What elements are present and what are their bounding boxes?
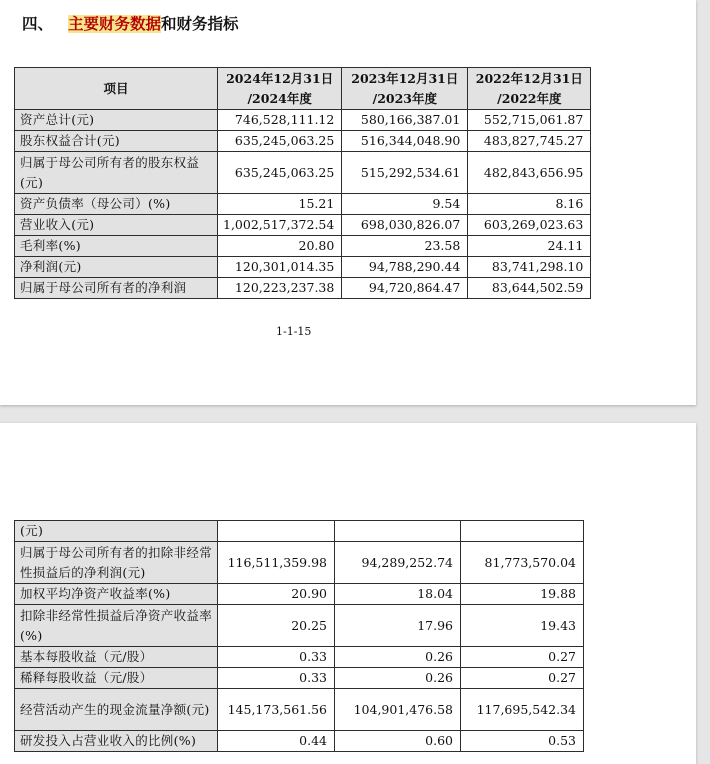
- table-row: [15, 278, 591, 299]
- cell-value: 552,715,061.87: [468, 110, 591, 131]
- row-label: 归属于母公司所有者的股东权益(元): [15, 152, 218, 194]
- cell-value: 0.33: [218, 647, 335, 668]
- header-date: 2023年12月31日: [351, 70, 459, 86]
- cell-value: 635,245,063.25: [218, 131, 342, 152]
- table-row: [15, 521, 584, 542]
- header-period: /2022年度: [497, 90, 562, 106]
- table-row: [15, 215, 591, 236]
- cell-value: 20.25: [218, 605, 335, 647]
- table-row: [15, 584, 584, 605]
- row-label: 归属于母公司所有者的净利润: [15, 278, 218, 299]
- row-label: 资产总计(元): [15, 110, 218, 131]
- cell-value: 83,741,298.10: [468, 257, 591, 278]
- table-row: [15, 194, 591, 215]
- cell-value: 603,269,023.63: [468, 215, 591, 236]
- cell-value: 18.04: [335, 584, 461, 605]
- cell-value: 0.44: [218, 731, 335, 752]
- row-label: 股东权益合计(元): [15, 131, 218, 152]
- financial-data-table: [14, 67, 591, 299]
- financial-indicator-table: [14, 520, 584, 752]
- section-title-highlighted: 主要财务数据: [68, 15, 162, 33]
- row-label: 加权平均净资产收益率(%): [15, 584, 218, 605]
- header-period: /2023年度: [372, 90, 437, 106]
- table-row: [15, 131, 591, 152]
- cell-value: 17.96: [335, 605, 461, 647]
- cell-value: 8.16: [468, 194, 591, 215]
- cell-value: 120,223,237.38: [218, 278, 342, 299]
- cell-value: 94,788,290.44: [342, 257, 468, 278]
- header-item: 项目: [15, 68, 218, 110]
- header-col-2023: [342, 68, 468, 110]
- cell-value: 635,245,063.25: [218, 152, 342, 194]
- cell-value: 698,030,826.07: [342, 215, 468, 236]
- row-label: 营业收入(元): [15, 215, 218, 236]
- cell-value: 482,843,656.95: [468, 152, 591, 194]
- cell-value: 0.27: [461, 668, 584, 689]
- cell-value: 0.26: [335, 668, 461, 689]
- table-row: [15, 647, 584, 668]
- cell-value: 580,166,387.01: [342, 110, 468, 131]
- cell-value: 20.90: [218, 584, 335, 605]
- row-label: (元): [15, 521, 218, 542]
- table-row: [15, 542, 584, 584]
- header-date: 2024年12月31日: [226, 70, 334, 86]
- cell-value: 145,173,561.56: [218, 689, 335, 731]
- cell-value: 116,511,359.98: [218, 542, 335, 584]
- row-label: 基本每股收益（元/股）: [15, 647, 218, 668]
- cell-value: 83,644,502.59: [468, 278, 591, 299]
- page-number: 1-1-15: [276, 325, 312, 338]
- section-number: 四、: [22, 15, 54, 33]
- row-label: 资产负债率（母公司）(%): [15, 194, 218, 215]
- cell-value: 0.26: [335, 647, 461, 668]
- row-label: 毛利率(%): [15, 236, 218, 257]
- cell-value: 0.60: [335, 731, 461, 752]
- section-heading: [22, 12, 239, 34]
- cell-value: 20.80: [218, 236, 342, 257]
- cell-value: 0.33: [218, 668, 335, 689]
- cell-value: [335, 521, 461, 542]
- cell-value: 120,301,014.35: [218, 257, 342, 278]
- header-col-2022: [468, 68, 591, 110]
- cell-value: 24.11: [468, 236, 591, 257]
- cell-value: 15.21: [218, 194, 342, 215]
- header-date: 2022年12月31日: [475, 70, 583, 86]
- cell-value: 483,827,745.27: [468, 131, 591, 152]
- table-row: [15, 110, 591, 131]
- document-page-2: [0, 423, 696, 764]
- cell-value: 117,695,542.34: [461, 689, 584, 731]
- cell-value: [218, 521, 335, 542]
- cell-value: 19.88: [461, 584, 584, 605]
- table-row: [15, 236, 591, 257]
- cell-value: 746,528,111.12: [218, 110, 342, 131]
- cell-value: 9.54: [342, 194, 468, 215]
- table-row: [15, 257, 591, 278]
- cell-value: 81,773,570.04: [461, 542, 584, 584]
- row-label: 扣除非经常性损益后净资产收益率(%): [15, 605, 218, 647]
- section-title-rest: 和财务指标: [161, 15, 239, 33]
- row-label: 经营活动产生的现金流量净额(元): [15, 689, 218, 731]
- header-period: /2024年度: [247, 90, 312, 106]
- row-label: 研发投入占营业收入的比例(%): [15, 731, 218, 752]
- cell-value: [461, 521, 584, 542]
- cell-value: 0.53: [461, 731, 584, 752]
- cell-value: 94,289,252.74: [335, 542, 461, 584]
- table-row: [15, 152, 591, 194]
- header-col-2024: [218, 68, 342, 110]
- row-label: 稀释每股收益（元/股）: [15, 668, 218, 689]
- cell-value: 1,002,517,372.54: [218, 215, 342, 236]
- cell-value: 23.58: [342, 236, 468, 257]
- table-row: [15, 605, 584, 647]
- cell-value: 516,344,048.90: [342, 131, 468, 152]
- table-row: [15, 731, 584, 752]
- cell-value: 94,720,864.47: [342, 278, 468, 299]
- cell-value: 19.43: [461, 605, 584, 647]
- cell-value: 0.27: [461, 647, 584, 668]
- row-label: 归属于母公司所有者的扣除非经常性损益后的净利润(元): [15, 542, 218, 584]
- cell-value: 104,901,476.58: [335, 689, 461, 731]
- row-label: 净利润(元): [15, 257, 218, 278]
- table-row: [15, 689, 584, 731]
- cell-value: 515,292,534.61: [342, 152, 468, 194]
- table-header-row: [15, 68, 591, 110]
- table-row: [15, 668, 584, 689]
